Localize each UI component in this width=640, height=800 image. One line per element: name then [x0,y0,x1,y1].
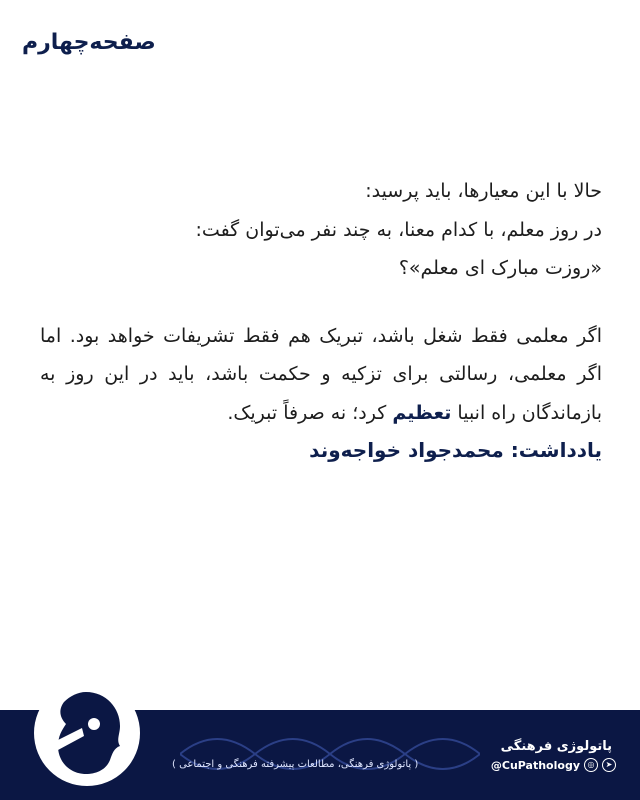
question-line-3: «روزت مبارک ای معلم»؟ [398,257,602,279]
paragraph-part-2: کرد؛ نه صرفاً تبریک. [227,401,387,424]
logo-badge [34,680,140,786]
page-title: صفحه‌چهارم [22,30,156,55]
emphasis-word: تعظیم [392,401,452,424]
social-handle-row[interactable] [491,758,616,772]
author-signature: یادداشت: محمدجواد خواجه‌وند [309,438,602,462]
footer-brand: پاتولوژی فرهنگی [500,739,612,754]
instagram-icon[interactable]: ◎ [584,758,598,772]
main-paragraph [40,317,602,433]
paragraph-spacer [40,288,602,317]
dna-decoration [180,724,480,784]
question-line-1: حالا با این معیارها، باید پرسید: [365,180,602,202]
telegram-icon[interactable]: ➤ [602,758,616,772]
footer-tagline: ( پاتولوژی فرهنگی، مطالعات پیشرفته فرهنگی و اجتماعی ) [172,759,419,770]
question-line-2: در روز معلم، با کدام معنا، به چند نفر می‌توان گفت: [195,218,602,241]
profile-head-logo [34,680,140,786]
social-handle[interactable]: @CuPathology [490,758,580,772]
article-body [40,172,602,462]
paragraph-part-1: اگر معلمی فقط شغل باشد، تبریک هم فقط تشریفات خواهد بود. اما اگر معلمی، رسالتی برای تزکیه و حکمت باشد، باید در این روز به بازماندگان راه انبیا [40,324,602,424]
